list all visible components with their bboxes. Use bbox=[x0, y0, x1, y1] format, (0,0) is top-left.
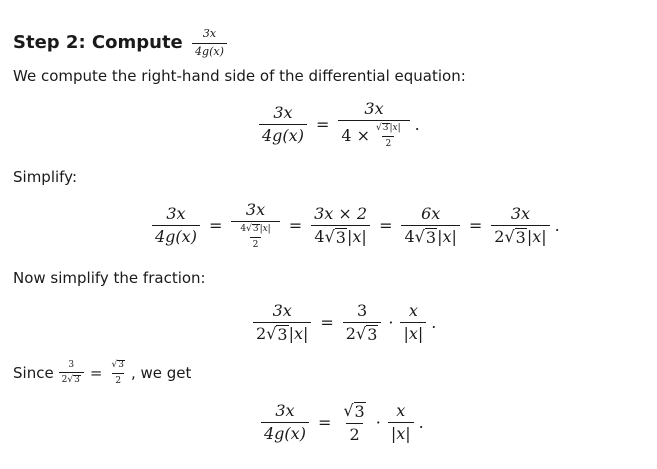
eq2-f1-den: 4g(x) bbox=[152, 225, 200, 246]
eq1-sub-sqrt: √ 3 bbox=[376, 123, 389, 134]
since-a-sqrt-val: 3 bbox=[74, 375, 80, 386]
eq4-a-sqrt-val: 3 bbox=[354, 402, 365, 421]
eq3-equals: = bbox=[320, 313, 334, 333]
eq2-f1-num: 3x bbox=[166, 203, 186, 223]
eq4-left-fraction bbox=[261, 402, 309, 444]
intro-text: We compute the right-hand side of the differential equation: bbox=[13, 67, 466, 85]
eq2-f5-den bbox=[491, 225, 549, 247]
eq2-fraction-5 bbox=[491, 205, 549, 247]
eq2-period: . bbox=[554, 216, 560, 236]
eq2-f2-sub-den: 2 bbox=[250, 237, 262, 250]
eq3-dot: · bbox=[388, 313, 394, 333]
step-heading bbox=[13, 28, 230, 58]
eq3-b-num: x bbox=[408, 301, 418, 321]
eq2-equals-4: = bbox=[468, 216, 483, 236]
eq3-period: . bbox=[431, 313, 437, 333]
eq4-b-num: x bbox=[396, 401, 406, 421]
since-b-sqrt: √ 3 bbox=[111, 360, 124, 370]
eq4-left-den: 4g(x) bbox=[261, 422, 309, 443]
eq2-f5-den-tail: |x| bbox=[526, 227, 547, 247]
eq1-right-num: 3x bbox=[364, 99, 384, 118]
equation-1 bbox=[256, 100, 420, 150]
equation-3 bbox=[250, 302, 436, 344]
eq2-fraction-3 bbox=[311, 205, 370, 247]
eq4-a-den: 2 bbox=[346, 423, 362, 444]
eq1-left-fraction bbox=[259, 104, 307, 146]
eq2-equals-1: = bbox=[208, 216, 223, 236]
since-a-sqrt: √ 3 bbox=[67, 375, 80, 386]
eq2-f2-sub-num bbox=[237, 224, 273, 237]
eq2-f3-den bbox=[311, 225, 369, 247]
since-a-den-pre: 2 bbox=[61, 375, 68, 386]
since-a-num: 3 bbox=[68, 360, 75, 370]
equation-2 bbox=[149, 201, 560, 251]
eq1-period: . bbox=[414, 115, 420, 135]
eq3-a-den-pre: 2 bbox=[345, 324, 356, 344]
eq2-f4-den bbox=[401, 225, 459, 247]
eq1-left-num: 3x bbox=[273, 102, 293, 122]
eq3-left-den bbox=[253, 322, 311, 344]
eq4-equals: = bbox=[317, 413, 332, 433]
now-simplify-label: Now simplify the fraction: bbox=[13, 269, 206, 287]
eq2-f5-sqrt-val: 3 bbox=[515, 228, 526, 248]
since-line bbox=[13, 360, 191, 386]
eq4-b-den: |x| bbox=[388, 422, 414, 443]
eq3-left-num: 3x bbox=[272, 301, 292, 320]
step-heading-text: Step 2: Compute bbox=[13, 32, 183, 54]
eq3-left-sqrt: √ 3 bbox=[266, 324, 288, 345]
since-b-num bbox=[108, 360, 127, 373]
eq1-sub-sqrt-val: 3 bbox=[382, 123, 389, 134]
eq3-left-den-pre: 2 bbox=[256, 324, 267, 344]
simplify-label: Simplify: bbox=[13, 168, 78, 186]
eq3-b-den: |x| bbox=[400, 322, 426, 343]
eq2-f3-den-tail: |x| bbox=[346, 227, 367, 247]
eq2-f2-sub-sqrt-val: 3 bbox=[252, 224, 259, 235]
since-a-fraction bbox=[59, 360, 84, 386]
eq2-f4-den-pre: 4 bbox=[404, 227, 415, 247]
eq4-a-sqrt: √ 3 bbox=[343, 401, 365, 421]
since-suffix: , we get bbox=[130, 364, 192, 383]
eq3-left-den-tail: |x| bbox=[288, 324, 309, 344]
heading-fraction bbox=[192, 28, 227, 58]
eq2-f3-sqrt-val: 3 bbox=[335, 228, 346, 248]
since-a-den bbox=[59, 372, 84, 386]
since-prefix: Since bbox=[13, 364, 54, 383]
eq2-fraction-2 bbox=[231, 201, 279, 251]
eq2-f2-num: 3x bbox=[245, 200, 266, 219]
eq2-f5-num: 3x bbox=[510, 203, 531, 223]
eq2-f5-sqrt: √ 3 bbox=[504, 227, 526, 248]
eq2-f2-sub-sqrt: √ 3 bbox=[246, 224, 259, 235]
eq3-left-fraction bbox=[253, 302, 311, 344]
eq1-sub-fraction bbox=[373, 123, 404, 149]
eq2-f2-sub-fraction bbox=[237, 224, 273, 250]
eq3-a-num: 3 bbox=[356, 301, 368, 320]
eq1-sub-den: 2 bbox=[382, 136, 394, 149]
eq2-f4-sqrt-val: 3 bbox=[425, 228, 437, 248]
eq2-equals-2: = bbox=[288, 216, 303, 236]
eq4-left-num: 3x bbox=[275, 401, 295, 421]
since-equals: = bbox=[89, 364, 103, 383]
eq3-a-sqrt: √ 3 bbox=[355, 324, 378, 345]
since-b-den: 2 bbox=[112, 373, 124, 386]
equation-4 bbox=[258, 402, 424, 444]
eq2-f3-den-pre: 4 bbox=[314, 227, 325, 247]
eq3-b-fraction bbox=[400, 302, 426, 344]
heading-frac-den: 4g(x) bbox=[192, 43, 227, 59]
eq4-b-fraction bbox=[388, 402, 414, 444]
eq2-f3-sqrt: √ 3 bbox=[324, 227, 346, 248]
eq1-sub-num bbox=[373, 123, 404, 136]
eq2-f4-num: 6x bbox=[421, 203, 441, 223]
eq1-right-fraction bbox=[338, 100, 409, 150]
eq2-f2-den bbox=[231, 221, 279, 250]
eq4-period: . bbox=[418, 413, 424, 433]
heading-frac-num: 3x bbox=[202, 27, 217, 40]
eq1-equals: = bbox=[315, 115, 330, 135]
since-b-fraction bbox=[108, 360, 127, 386]
eq1-right-den-pre: 4 × bbox=[341, 126, 371, 146]
eq3-a-sqrt-val: 3 bbox=[367, 325, 378, 345]
eq2-fraction-4 bbox=[401, 205, 459, 247]
eq2-f3-num: 3x × 2 bbox=[314, 203, 368, 223]
eq2-f2-sub-tail: |x| bbox=[259, 224, 271, 235]
eq3-a-den bbox=[343, 322, 382, 344]
eq4-dot: · bbox=[375, 413, 381, 433]
eq2-f5-den-pre: 2 bbox=[494, 227, 505, 247]
eq3-a-fraction bbox=[343, 302, 382, 344]
eq2-equals-3: = bbox=[379, 216, 393, 236]
eq3-left-sqrt-val: 3 bbox=[277, 325, 288, 345]
since-b-sqrt-val: 3 bbox=[118, 360, 124, 370]
eq1-right-den bbox=[338, 120, 409, 149]
eq2-f2-sub-pre: 4 bbox=[240, 224, 247, 235]
eq1-sub-num-tail: |x| bbox=[389, 123, 401, 134]
eq2-f4-sqrt: √ 3 bbox=[414, 227, 437, 248]
eq1-left-den: 4g(x) bbox=[259, 124, 307, 145]
eq2-fraction-1 bbox=[152, 205, 200, 247]
eq4-a-num bbox=[340, 402, 368, 423]
eq2-f4-den-tail: |x| bbox=[437, 227, 457, 247]
eq4-a-fraction bbox=[340, 402, 368, 444]
